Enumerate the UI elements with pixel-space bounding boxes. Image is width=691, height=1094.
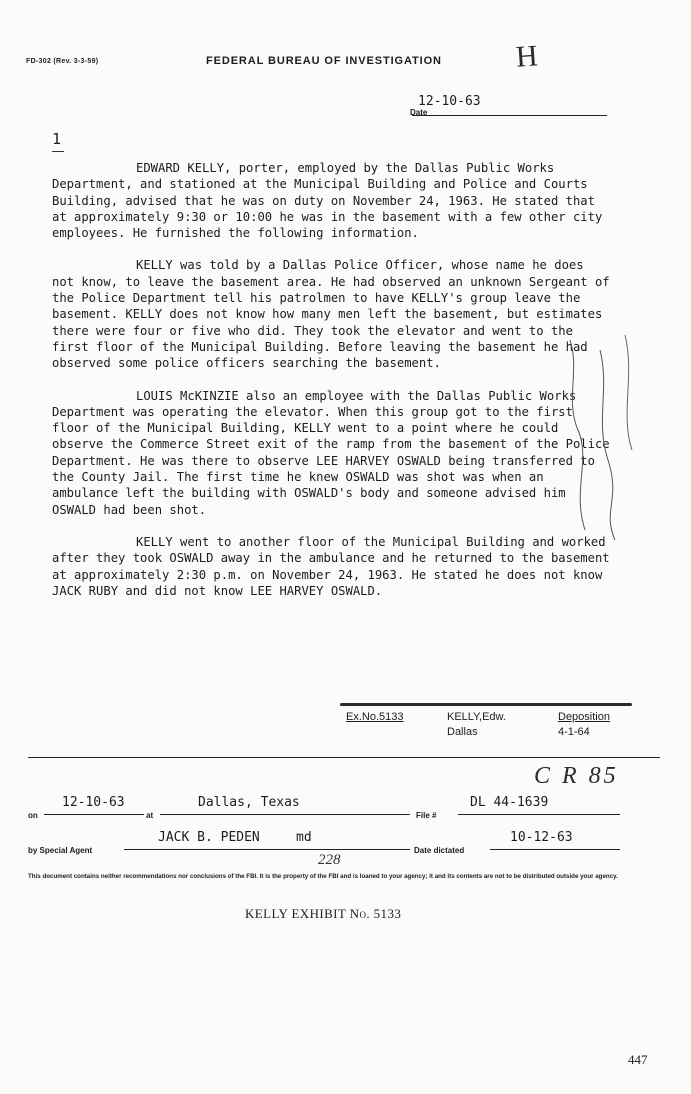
date-underline — [412, 115, 607, 116]
date-label: Date — [410, 108, 428, 117]
on-label: on — [28, 811, 38, 820]
report-body — [52, 160, 617, 615]
margin-scribble-graphic — [560, 330, 650, 550]
interview-location: Dallas, Texas — [198, 795, 300, 810]
fbi-notice: This document contains neither recommendations nor conclusions of the FBI. It is the property of the FBI and is loaned to your agency; it and its contents are not to be distributed outside your agency. — [28, 873, 618, 880]
deposition-date: 4-1-64 — [558, 726, 590, 738]
exhibit-caption: KELLY EXHIBIT No. 5133 — [245, 906, 402, 921]
agent-name: JACK B. PEDEN — [158, 830, 260, 845]
at-underline — [160, 814, 410, 815]
agent-underline — [124, 849, 410, 850]
handwritten-mark: H — [514, 39, 539, 74]
handwritten-cr: C R 85 — [534, 763, 619, 789]
agent-label: by Special Agent — [28, 846, 93, 855]
stamp-name — [447, 710, 506, 740]
dictated-label: Date dictated — [414, 846, 465, 855]
stamp-city: Dallas — [447, 726, 478, 738]
page-indicator: 1 — [52, 130, 62, 148]
report-date: 12-10-63 — [418, 94, 481, 109]
file-underline — [458, 814, 620, 815]
divider-line — [28, 757, 660, 758]
form-number: FD-302 (Rev. 3-3-59) — [26, 58, 99, 65]
page-number: 447 — [628, 1052, 648, 1067]
exhibit-number: Ex.No.5133 — [346, 711, 404, 723]
stamp-name-text: KELLY,Edw. — [447, 711, 506, 723]
stamp-deposition — [558, 710, 610, 740]
file-label: File # — [416, 811, 437, 820]
paragraph-4: KELLY went to another floor of the Municipal Building and worked after they took OSWALD away in the ambulance and he returned to the basement at approximately 2:30 p.m. on November 24, 1963. He stated he does not know JACK RUBY and did not know LEE HARVEY OSWALD. — [52, 534, 617, 598]
deposition-label: Deposition — [558, 711, 610, 723]
dictated-date: 10-12-63 — [510, 830, 573, 845]
paragraph-3: LOUIS McKINZIE also an employee with the Dallas Public Works Department was operating the elevator. When this group got to the first floor of the Municipal Building, KELLY went to a point where he could observe the Commerce Street exit of the ramp from the basement of the Police Department. He was there to observe LEE HARVEY OSWALD being transferred to the County Jail. The first time he knew OSWALD was shot was when an ambulance left the building with OSWALD's body and someone advised him OSWALD had been shot. — [52, 388, 617, 517]
stamp-bar — [340, 703, 632, 706]
typist-initials: md — [296, 830, 312, 845]
page-indicator-dash — [52, 151, 64, 152]
on-underline — [44, 814, 144, 815]
dictated-underline — [490, 849, 620, 850]
paragraph-1: EDWARD KELLY, porter, employed by the Dallas Public Works Department, and stationed at the Municipal Building and Police and Courts Building, advised that he was on duty on November 24, 1963. He stated that at approximately 9:30 or 10:00 he was in the basement with a few other city employees. He furnished the following information. — [52, 161, 610, 241]
handwritten-initials: 228 — [318, 852, 341, 868]
file-number: DL 44-1639 — [470, 795, 549, 810]
paragraph-2: KELLY was told by a Dallas Police Officer, whose name he does not know, to leave the basement area. He had observed an unknown Sergeant of the Police Department tell his patrolmen to have KELLY's group leave the basement. KELLY does not know how many men left the basement, but estimates there were four or five who did. They took the elevator and went to the first floor of the Municipal Building. Before leaving the basement he had observed some police officers searching the basement. — [52, 258, 617, 371]
agency-heading: FEDERAL BUREAU OF INVESTIGATION — [206, 55, 442, 67]
at-label: at — [146, 811, 154, 820]
interview-date: 12-10-63 — [62, 795, 125, 810]
